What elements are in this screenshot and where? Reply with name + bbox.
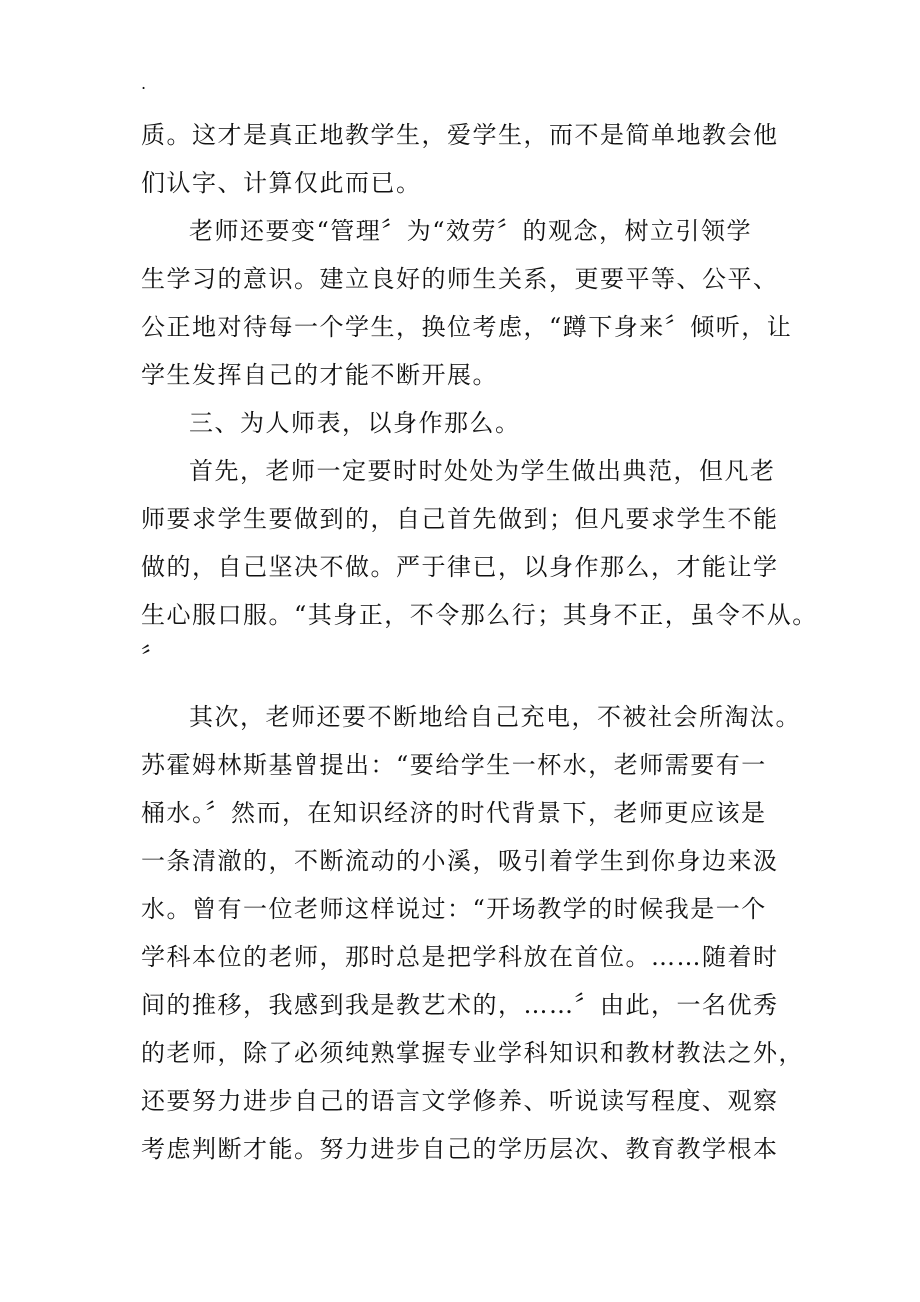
section-heading: 三、为人师表，以身作那么。 — [189, 409, 521, 437]
text-line: 考虑判断才能。努力进步自己的学历层次、教育教学根本 — [141, 1135, 779, 1163]
text-line: 做的，自己坚决不做。严于律已，以身作那么，才能让学 — [141, 553, 779, 581]
text-line: 首先，老师一定要时时处处为学生做出典范，但凡老 — [189, 457, 776, 485]
text-line: 间的推移，我感到我是教艺术的，……〞由此，一名优秀 — [141, 991, 779, 1019]
text-line: 水。曾有一位老师这样说过：“开场教学的时候我是一个 — [141, 895, 767, 923]
text-line: 质。这才是真正地教学生，爱学生，而不是简单地教会他 — [141, 121, 779, 149]
text-line: 学生发挥自己的才能不断开展。 — [141, 361, 498, 389]
text-line: 学科本位的老师，那时总是把学科放在首位。……随着时 — [141, 943, 779, 971]
text-line: 们认字、计算仅此而已。 — [141, 169, 422, 197]
text-line: 老师还要变“管理〞为“效劳〞的观念，树立引领学 — [189, 217, 753, 245]
text-line: 生心服口服。“其身正，不令那么行；其身不正，虽令不从。 — [141, 601, 818, 629]
text-line: 生学习的意识。建立良好的师生关系，更要平等、公平、 — [141, 265, 779, 293]
text-line: 其次，老师还要不断地给自己充电，不被社会所淘汰。 — [189, 703, 801, 731]
text-line: 〞 — [141, 643, 167, 671]
text-line: 公正地对待每一个学生，换位考虑，“蹲下身来〞倾听，让 — [141, 313, 793, 341]
text-line: 苏霍姆林斯基曾提出：“要给学生一杯水，老师需要有一 — [141, 751, 767, 779]
text-line: 还要努力进步自己的语言文学修养、听说读写程度、观察 — [141, 1087, 779, 1115]
text-line: 的老师，除了必须纯熟掌握专业学科知识和教材教法之外， — [141, 1039, 804, 1067]
text-line: 一条清澈的，不断流动的小溪，吸引着学生到你身边来汲 — [141, 847, 779, 875]
text-line: 师要求学生要做到的，自己首先做到；但凡要求学生不能 — [141, 505, 779, 533]
page-marker: . — [141, 74, 147, 93]
text-line: 桶水。〞然而，在知识经济的时代背景下，老师更应该是 — [141, 799, 767, 827]
